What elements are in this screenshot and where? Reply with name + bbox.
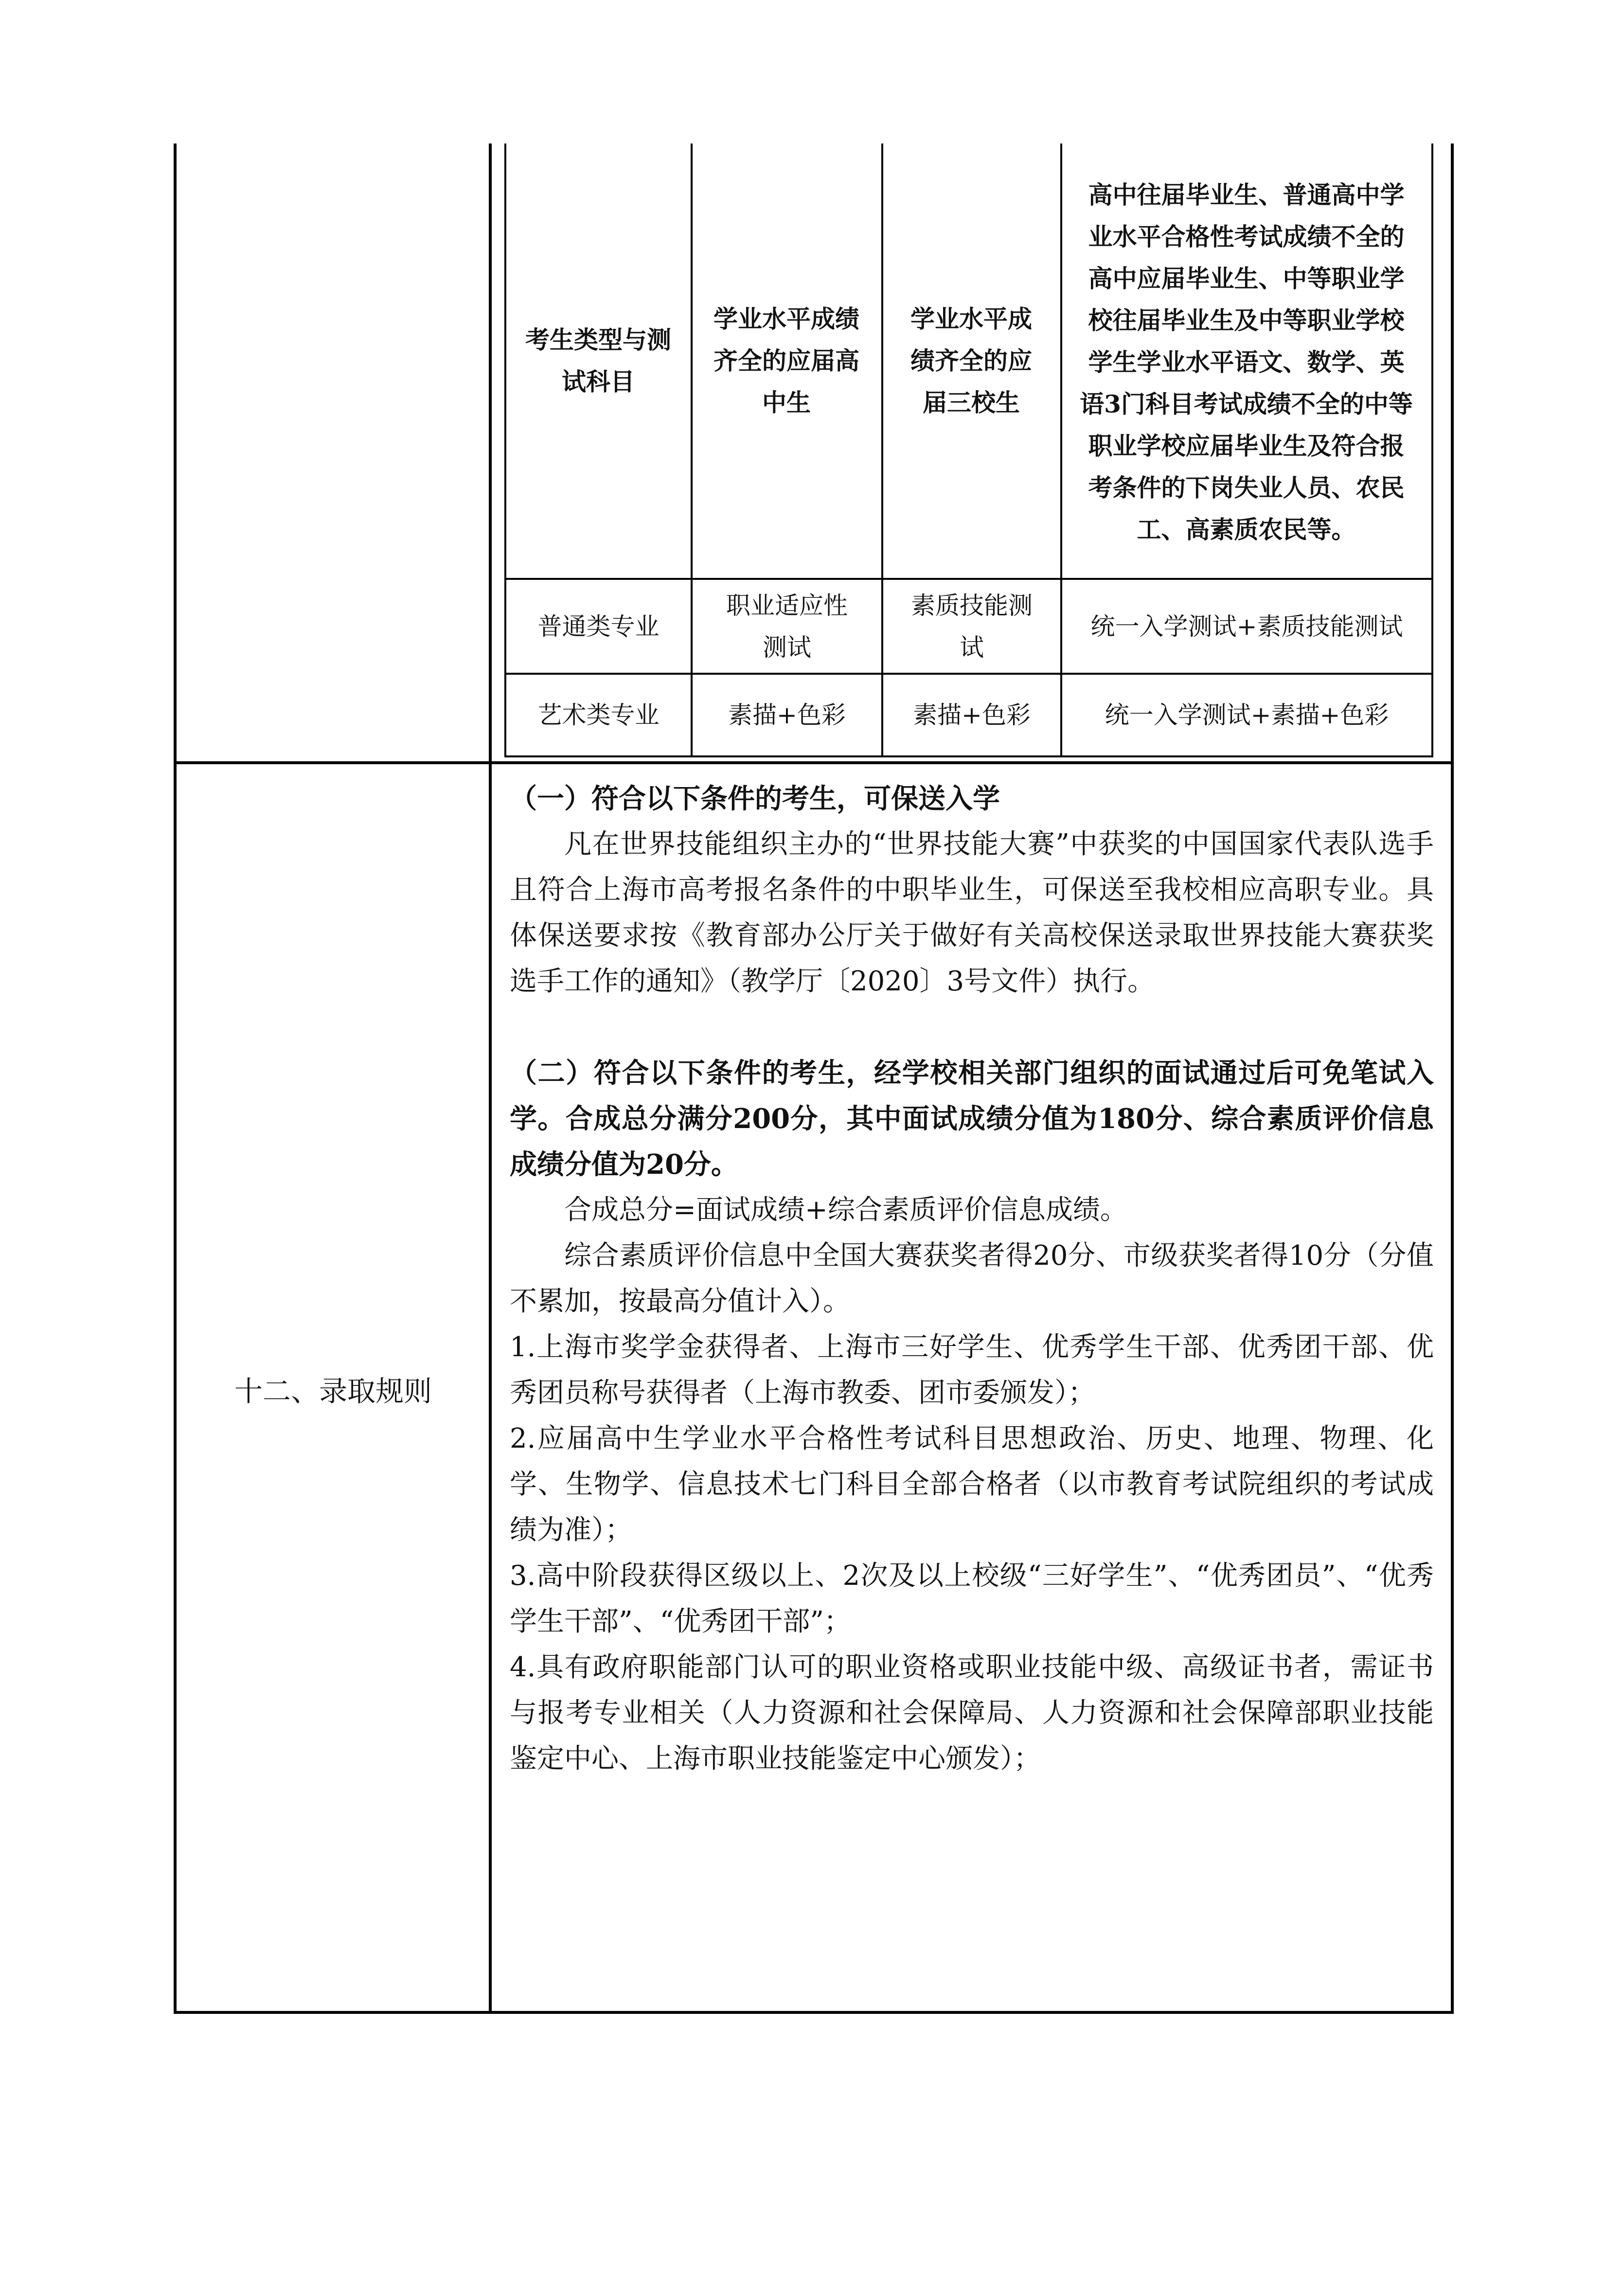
list-item: 2.应届高中生学业水平合格性考试科目思想政治、历史、地理、物理、化学、生物学、信息技术七门科目全部合格者（以市教育考试院组织的考试成绩为准）；: [510, 1423, 1434, 1546]
row-art-col3: 统一入学测试+素描+色彩: [1105, 701, 1389, 729]
header-col1: 学业水平成绩齐全的应届高中生: [713, 304, 859, 417]
paragraph-guaranteed-admission: 凡在世界技能组织主办的“世界技能大赛”中获奖的中国国家代表队选手且符合上海市高考报名条件的中职毕业生，可保送至我校相应高职专业。具体保送要求按《教育部办公厅关于做好有关高校保送录取世界技能大赛获奖选手工作的通知》（教学厅〔2020〕3号文件）执行。: [510, 828, 1434, 997]
row-art-col2: 素描+色彩: [913, 701, 1031, 729]
header-col2: 学业水平成绩齐全的应届三校生: [910, 304, 1032, 417]
inner-bottom-border: [504, 755, 1433, 757]
section-label: 十二、录取规则: [234, 1375, 432, 1408]
paragraph-score-rule: 综合素质评价信息中全国大赛获奖者得20分、市级获奖者得10分（分值不累加，按最高分值计入）。: [510, 1240, 1434, 1317]
header-type-label: 考生类型与测试科目: [525, 325, 671, 396]
outer-mid-border: [489, 144, 492, 2014]
admission-rules-content: [510, 776, 1434, 1782]
heading-guaranteed-admission: （一）符合以下条件的考生，可保送入学: [510, 783, 1000, 815]
row-general-col3: 统一入学测试+素质技能测试: [1090, 612, 1403, 641]
heading-interview-admission: （二）符合以下条件的考生，经学校相关部门组织的面试通过后可免笔试入学。合成总分满分200分，其中面试成绩分值为180分、综合素质评价信息成绩分值为20分。: [510, 1057, 1434, 1181]
outer-right-border: [1451, 144, 1454, 2014]
list-item: 3.高中阶段获得区级以上、2次及以上校级“三好学生”、“优秀团员”、“优秀学生干部”、“优秀团干部”；: [510, 1560, 1434, 1637]
spacer: [510, 1004, 1434, 1050]
row-general-col2: 素质技能测试: [911, 591, 1033, 662]
outer-left-border: [174, 144, 177, 2014]
list-item: 1.上海市奖学金获得者、上海市三好学生、优秀学生干部、优秀团干部、优秀团员称号获得者（上海市教委、团市委颁发）；: [510, 1331, 1434, 1409]
row-general-col1: 职业适应性测试: [726, 591, 848, 662]
list-item: 4.具有政府职能部门认可的职业资格或职业技能中级、高级证书者，需证书与报考专业相关（人力资源和社会保障局、人力资源和社会保障部职业技能鉴定中心、上海市职业技能鉴定中心颁发）；: [510, 1651, 1434, 1775]
row-art-col1: 素描+色彩: [728, 701, 846, 729]
row-label-art: 艺术类专业: [537, 701, 660, 729]
section-divider: [174, 761, 1454, 764]
paragraph-score-formula: 合成总分=面试成绩+综合素质评价信息成绩。: [564, 1194, 1127, 1226]
row-label-general: 普通类专业: [537, 612, 660, 641]
inner-right-border: [1431, 144, 1433, 757]
header-col3: 高中往届毕业生、普通高中学业水平合格性考试成绩不全的高中应届毕业生、中等职业学校往届毕业生及中等职业学校学生学业水平语文、数学、英语3门科目考试成绩不全的中等职业学校应届毕业生及符合报考条件的下岗失业人员、农民工、高素质农民等。: [1080, 180, 1413, 544]
